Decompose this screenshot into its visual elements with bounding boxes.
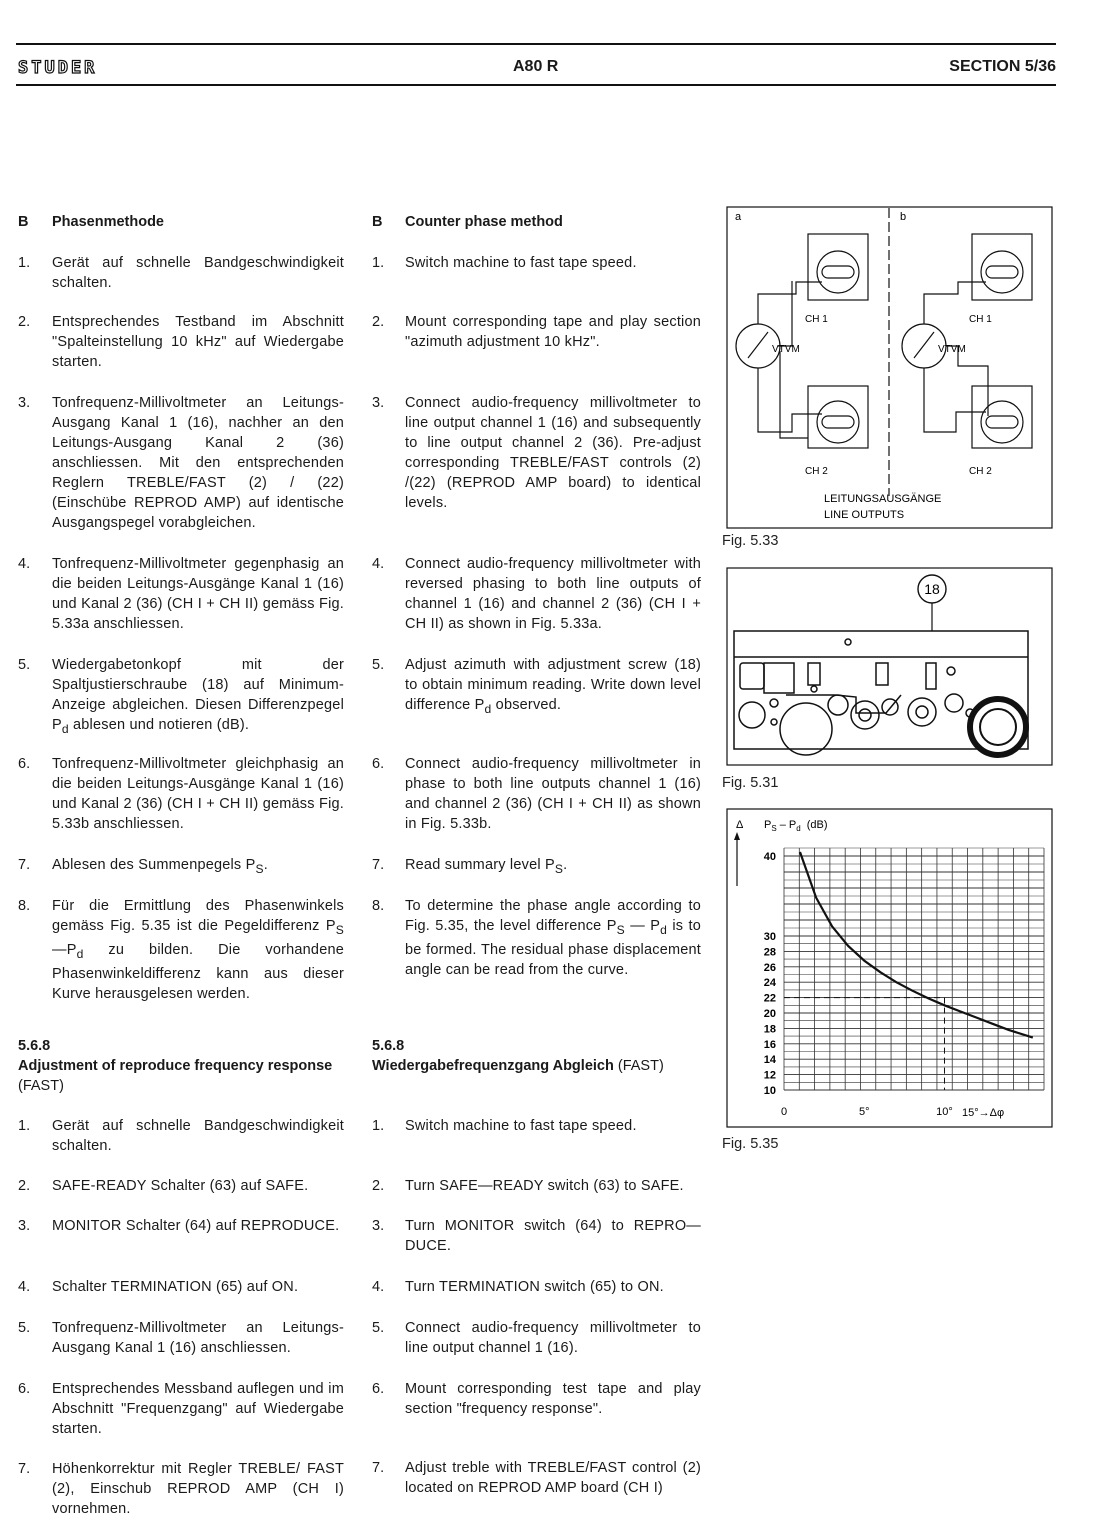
text-part: Für die Ermittlung des Phasenwinkels gemäss Fig. 5.35 ist die Pegeldifferenz P <box>52 898 344 934</box>
right-subsection-heading <box>372 1036 702 1076</box>
right-item-text: Connect audio-frequency millivoltmeter to line output channel 1 (16) and subsequently to line output channel 2 (36). Pre-adjust corresponding TREBLE/FAST controls (2) /(22) (REPROD AMP board) to identical levels. <box>405 395 701 511</box>
right-item-number: 2. <box>372 1178 385 1194</box>
chart-grid <box>784 848 1044 1090</box>
right-item-text <box>405 855 701 879</box>
right-item-text: Turn SAFE—READY switch (63) to SAFE. <box>405 1178 684 1194</box>
label-b: b <box>900 211 907 223</box>
y-tick-label: 14 <box>763 1054 776 1067</box>
subscript: d <box>76 946 84 961</box>
y-tick-label: 30 <box>763 931 776 943</box>
left-item-number: 2. <box>18 314 31 330</box>
y-axis-label <box>764 819 828 833</box>
y-tick-label: 24 <box>763 977 776 990</box>
left-item-number: 4. <box>18 1279 31 1295</box>
vtvm-label-a: VTVM <box>772 344 800 355</box>
fig-5-33-caption: Fig. 5.33 <box>722 533 779 549</box>
left-item-number: 5. <box>18 657 31 673</box>
ch1-label-a: CH 1 <box>805 314 828 325</box>
y-tick-label: 22 <box>763 992 776 1005</box>
left-item-number: 7. <box>18 1461 31 1477</box>
text-part: observed. <box>491 697 562 713</box>
left-item-number: 6. <box>18 1381 31 1397</box>
y-tick-label: 16 <box>763 1038 776 1051</box>
label-a: a <box>735 211 742 223</box>
right-item-text: Mount corresponding test tape and play section "frequency response". <box>405 1381 701 1417</box>
right-item-text <box>405 896 701 980</box>
model-label: A80 R <box>513 58 559 75</box>
right-section-title: Counter phase method <box>405 214 563 230</box>
subscript: d <box>660 922 668 937</box>
right-item-number: 6. <box>372 1381 385 1397</box>
y-tick-label: 18 <box>763 1023 776 1036</box>
left-item-text: Tonfrequenz-Millivoltmeter an Leitungs-Ausgang Kanal 1 (16), nachher an den Leitungs-Ausgang Kanal 2 (36) anschliessen. Mit den entsprechenden Reglern TREBLE/FAST (2) / (22) (Einschübe REPROD AMP) auf identische Ausgangspegel vorabgleichen. <box>52 395 344 531</box>
right-item-number: 3. <box>372 395 385 411</box>
y-tick-label: 10 <box>763 1085 776 1097</box>
left-item-text: Gerät auf schnelle Bandgeschwindigkeit schalten. <box>52 255 344 291</box>
left-item-text: Entsprechendes Testband im Abschnitt "Spalteinstellung 10 kHz" auf Wiedergabe starten. <box>52 314 344 370</box>
left-subsection-heading <box>18 1036 348 1096</box>
ch2-label-b: CH 2 <box>969 466 992 477</box>
header-rule-bottom <box>16 84 1056 86</box>
subscript: S <box>554 861 564 876</box>
right-item-number: 5. <box>372 1320 385 1336</box>
left-item-number: 1. <box>18 1118 31 1134</box>
tape-roller <box>970 699 1026 755</box>
y-axis-arrowhead <box>734 832 740 840</box>
x-axis-arrow-label: 15°→Δφ <box>962 1107 1005 1119</box>
left-item-number: 3. <box>18 1218 31 1234</box>
text-part: zu bilden. Die vorhandene Phasenwinkeldifferenz kann aus dieser Kurve herausgelesen werden. <box>52 941 344 1002</box>
left-item-text: Schalter TERMINATION (65) auf ON. <box>52 1279 299 1295</box>
text-part: is to be formed. The residual phase displacement angle can be read from the curve. <box>405 918 702 978</box>
right-item-number: 2. <box>372 314 385 330</box>
subsection-suffix: (FAST) <box>617 1058 664 1074</box>
left-item-text: Entsprechendes Messband auflegen und im Abschnitt "Frequenzgang" auf Wiedergabe starten. <box>52 1381 344 1437</box>
header-rule-top <box>16 43 1056 45</box>
text-part: —P <box>52 941 77 958</box>
delta-label: Δ <box>736 819 744 831</box>
right-item-number: 1. <box>372 255 385 271</box>
fig-5-33-diagram <box>726 206 1054 530</box>
y-tick-label: 28 <box>763 946 776 959</box>
right-item-text: Switch machine to fast tape speed. <box>405 1118 637 1134</box>
y-tick-label: 40 <box>763 851 776 863</box>
left-item-text: MONITOR Schalter (64) auf REPRODUCE. <box>52 1218 340 1234</box>
right-item-number: 1. <box>372 1118 385 1134</box>
chart-ticks <box>764 851 953 1118</box>
subscript: S <box>335 922 344 937</box>
text-part: . <box>563 857 568 873</box>
left-item-text: Gerät auf schnelle Bandgeschwindigkeit schalten. <box>52 1118 344 1154</box>
right-item-number: 6. <box>372 756 385 772</box>
side-b <box>902 234 1032 448</box>
right-item-number: 7. <box>372 857 385 873</box>
text-part: . <box>263 857 268 873</box>
y-tick-label: 26 <box>763 961 776 974</box>
left-item-text <box>52 855 344 879</box>
subscript: S <box>255 861 264 876</box>
text-part: To determine the phase angle according to Fig. 5.35, the level difference P <box>405 898 701 934</box>
x-tick-label: 10° <box>936 1106 953 1118</box>
left-item-number: 6. <box>18 756 31 772</box>
subsection-suffix: (FAST) <box>18 1078 64 1094</box>
fig-5-31-caption: Fig. 5.31 <box>722 775 779 791</box>
left-item-number: 2. <box>18 1178 31 1194</box>
x-tick-label: 0 <box>780 1106 788 1118</box>
subscript: d <box>61 721 69 736</box>
subsection-title: Wiedergabefrequenzgang Abgleich <box>372 1058 614 1074</box>
y-label-minus-p: – P <box>776 819 797 831</box>
subsection-number: 5.6.8 <box>372 1038 405 1054</box>
left-item-text <box>52 896 344 1004</box>
left-item-number: 3. <box>18 395 31 411</box>
left-item-number: 7. <box>18 857 31 873</box>
right-item-text: Adjust treble with TREBLE/FAST control (2) located on REPROD AMP board (CH I) <box>405 1460 701 1496</box>
left-item-text: Tonfrequenz-Millivoltmeter gegenphasig an die beiden Leitungs-Ausgänge Kanal 1 (16) und Kanal 2 (36) (CH I + CH II) gemäss Fig. 5.33a anschliessen. <box>52 556 344 632</box>
right-item-text: Switch machine to fast tape speed. <box>405 255 637 271</box>
subsection-number: 5.6.8 <box>18 1038 51 1054</box>
right-item-text <box>405 655 701 719</box>
right-item-number: 4. <box>372 1279 385 1295</box>
text-part: Wiedergabetonkopf mit der Spaltjustierschraube (18) auf Minimum-Anzeige abgleichen. Diesen Differenzpegel P <box>52 657 344 733</box>
right-item-number: 3. <box>372 1218 385 1234</box>
text-part: ablesen und notieren (dB). <box>68 717 250 733</box>
right-item-text: Turn TERMINATION switch (65) to ON. <box>405 1279 664 1295</box>
text-part: Adjust azimuth with adjustment screw (18) to obtain minimum reading. Write down level difference P <box>405 657 701 713</box>
subscript: d <box>484 701 492 716</box>
fig-5-31-drawing <box>726 567 1054 767</box>
y-label-p: P <box>764 819 772 831</box>
left-item-text <box>52 655 344 739</box>
y-label-sub-d: d <box>796 824 801 833</box>
left-item-text: Tonfrequenz-Millivoltmeter an Leitungs-Ausgang Kanal 1 (16) anschliessen. <box>52 1320 344 1356</box>
left-section-title: Phasenmethode <box>52 214 164 230</box>
y-label-sub-s: S <box>771 824 777 833</box>
right-item-text: Connect audio-frequency millivoltmeter to line output channel 1 (16). <box>405 1320 701 1356</box>
x-tick-label: 5° <box>858 1106 870 1118</box>
right-section-letter: B <box>372 214 383 230</box>
right-item-text: Connect audio-frequency millivoltmeter with reversed phasing to both line outputs of channel 1 (16) and channel 2 (36) (CH I + CH II) as shown in Fig. 5.33a. <box>405 556 701 632</box>
text-part: Ablesen des Summenpegels P <box>52 857 256 873</box>
fig-5-35-caption: Fig. 5.35 <box>722 1136 779 1152</box>
right-item-number: 7. <box>372 1460 385 1476</box>
left-item-text: Tonfrequenz-Millivoltmeter gleichphasig an die beiden Leitungs-Ausgänge Kanal 1 (16) und Kanal 2 (36) (CH I + CH II) gemäss Fig. 5.33b anschliessen. <box>52 756 344 832</box>
left-item-number: 8. <box>18 898 31 914</box>
studer-logo: STUDER <box>18 58 98 78</box>
right-item-text: Mount corresponding tape and play section "azimuth adjustment 10 kHz". <box>405 314 701 350</box>
fig-5-35-chart <box>726 808 1054 1128</box>
y-tick-label: 20 <box>763 1008 776 1020</box>
section-label: SECTION 5/36 <box>949 58 1056 75</box>
callout-label: 18 <box>924 581 940 597</box>
side-a <box>736 234 868 448</box>
left-item-text: Höhenkorrektur mit Regler TREBLE/ FAST (2), Einschub REPROD AMP (CH I) vornehmen. <box>52 1461 344 1517</box>
right-item-text: Turn MONITOR switch (64) to REPRO—DUCE. <box>405 1218 701 1254</box>
vtvm-label-b: VTVM <box>938 344 966 355</box>
y-tick-label: 12 <box>763 1069 776 1082</box>
y-label-unit: (dB) <box>806 819 828 831</box>
right-item-number: 4. <box>372 556 385 572</box>
left-item-text: SAFE-READY Schalter (63) auf SAFE. <box>52 1178 309 1194</box>
left-item-number: 1. <box>18 255 31 271</box>
left-item-number: 4. <box>18 556 31 572</box>
text-part: — P <box>624 918 661 934</box>
right-item-text: Connect audio-frequency millivoltmeter in phase to both line outputs channel 1 (16) and channel 2 (36) (CH I + CH II) as shown in Fig. 5.33b. <box>405 756 701 832</box>
outputs-label-de: LEITUNGSAUSGÄNGE <box>824 493 942 505</box>
subscript: S <box>616 922 625 937</box>
left-item-number: 5. <box>18 1320 31 1336</box>
subsection-title: Adjustment of reproduce frequency response <box>18 1058 333 1074</box>
text-part: Read summary level P <box>405 857 555 873</box>
outputs-label-en: LINE OUTPUTS <box>824 509 905 521</box>
right-item-number: 8. <box>372 898 385 914</box>
right-item-number: 5. <box>372 657 385 673</box>
left-section-letter: B <box>18 214 29 230</box>
ch2-label-a: CH 2 <box>805 466 828 477</box>
ch1-label-b: CH 1 <box>969 314 992 325</box>
